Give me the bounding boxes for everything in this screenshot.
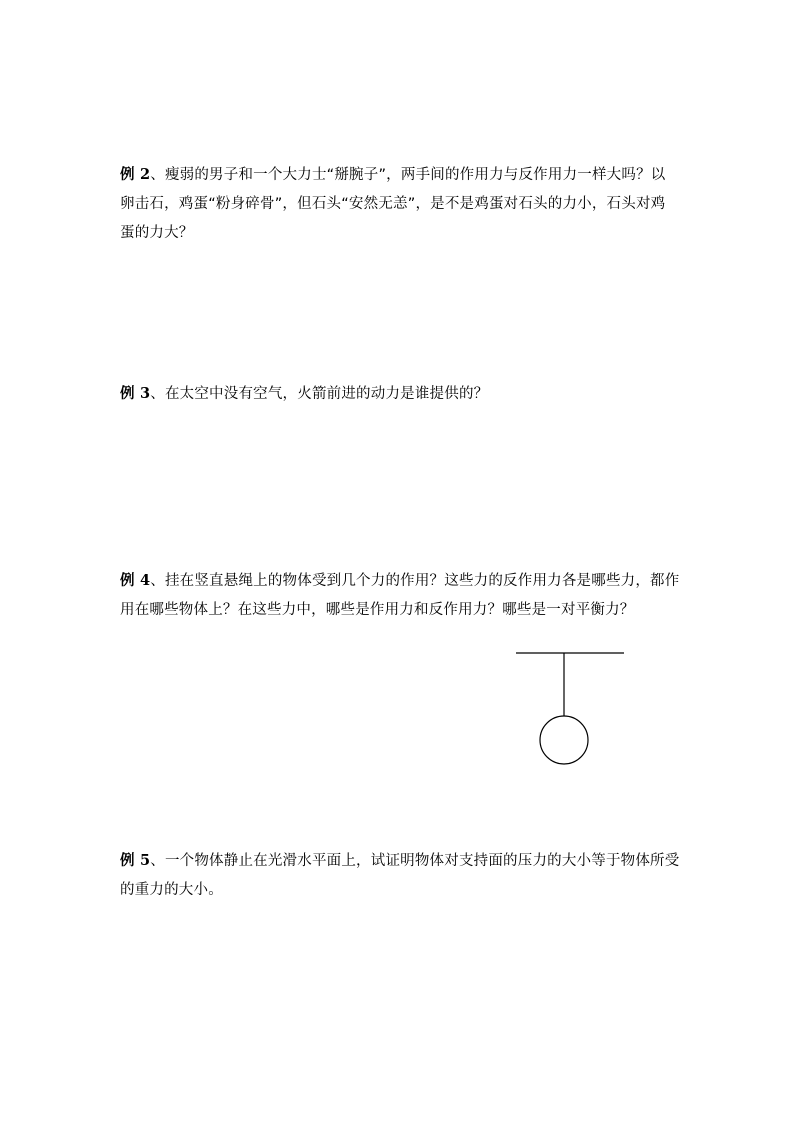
problem-text: 、一个物体静止在光滑水平面上，试证明物体对支持面的压力的大小等于物体所受的重力的大小。 [120,853,680,898]
hanging-ball [540,716,588,764]
hanging-object-figure [510,645,630,770]
problem-3 [120,379,680,409]
problem-4 [120,566,680,625]
problem-text: 、瘦弱的男子和一个大力士“掰腕子”，两手间的作用力与反作用力一样大吗？以卵击石，鸡蛋“粉身碎骨”，但石头“安然无恙”，是不是鸡蛋对石头的力小，石头对鸡蛋的力大？ [120,167,666,241]
problem-5 [120,846,680,905]
problem-number: 例 4 [120,572,151,589]
problem-number: 例 3 [120,385,151,402]
problem-number: 例 5 [120,852,151,869]
problem-text: 、在太空中没有空气，火箭前进的动力是谁提供的？ [150,386,489,402]
problem-2 [120,160,680,248]
problem-text: 、挂在竖直悬绳上的物体受到几个力的作用？这些力的反作用力各是哪些力，都作用在哪些物体上？在这些力中，哪些是作用力和反作用力？哪些是一对平衡力？ [120,573,680,618]
problem-number: 例 2 [120,166,151,183]
